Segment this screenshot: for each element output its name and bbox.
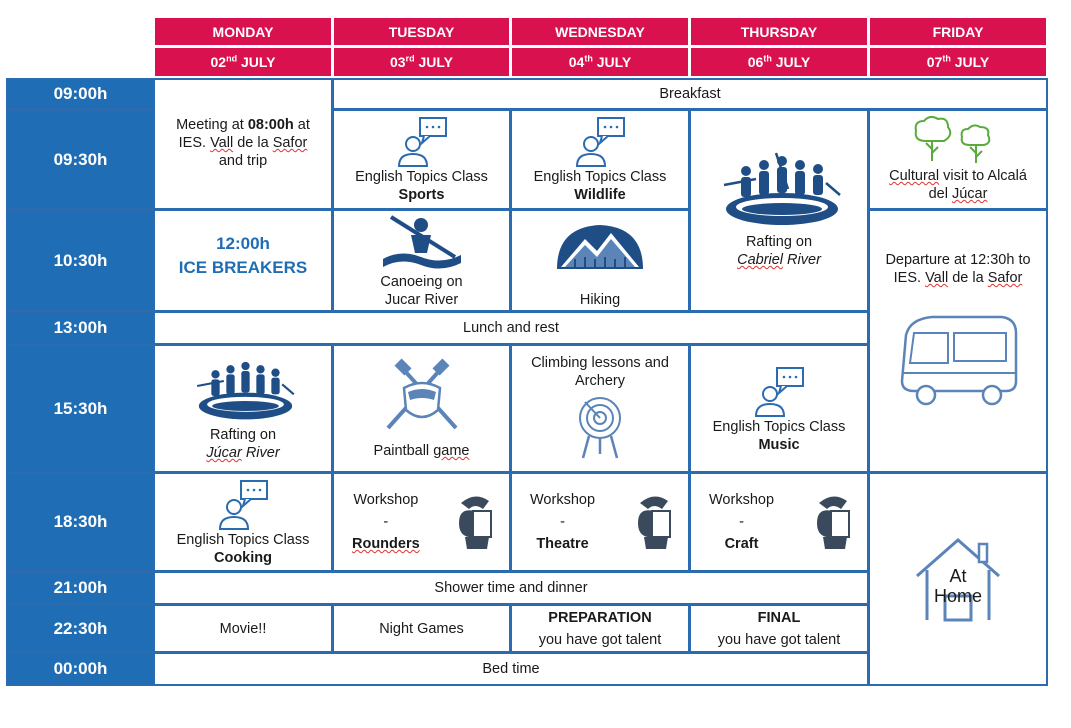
day-header-friday: FRIDAY <box>870 18 1046 45</box>
date-monday: 02nd JULY <box>155 48 331 76</box>
time-1530: 15:30h <box>8 346 153 471</box>
trees-icon <box>908 115 1008 167</box>
thursday-final-cell: FINAL you have got talent <box>691 606 867 651</box>
archery-target-icon <box>577 394 623 460</box>
wednesday-hiking-cell: Hiking <box>512 211 688 310</box>
tuesday-night-games-cell: Night Games <box>334 606 509 651</box>
bed-cell: Bed time <box>155 654 867 684</box>
workshop-tool-icon <box>634 493 674 551</box>
wednesday-preparation-cell: PREPARATION you have got talent <box>512 606 688 651</box>
rafting-icon <box>183 356 303 426</box>
wednesday-workshop-cell: Workshop - Theatre <box>512 474 688 570</box>
time-2230: 22:30h <box>8 606 153 651</box>
time-0900: 09:00h <box>8 80 153 108</box>
monday-rafting-cell: Rafting on Júcar River <box>155 346 331 471</box>
tuesday-workshop-cell: Workshop - Rounders <box>334 474 509 570</box>
thursday-rafting-cell: Rafting on Cabriel River <box>691 111 867 310</box>
time-1030: 10:30h <box>8 211 153 310</box>
wednesday-climbing-cell: Climbing lessons and Archery <box>512 346 688 471</box>
friday-home-cell <box>870 474 1046 684</box>
speaker-chat-icon <box>574 116 626 168</box>
date-tuesday: 03rd JULY <box>334 48 509 76</box>
time-0000: 00:00h <box>8 654 153 684</box>
thursday-music-cell: English Topics Class Music <box>691 346 867 471</box>
tuesday-canoeing-cell: Canoeing on Jucar River <box>334 211 509 310</box>
monday-cooking-cell: English Topics Class Cooking <box>155 474 331 570</box>
speaker-chat-icon <box>217 479 269 531</box>
friday-departure-cell: Departure at 12:30h to IES. Vall de la Safor <box>870 211 1046 471</box>
day-header-thursday: THURSDAY <box>691 18 867 45</box>
date-wednesday: 04th JULY <box>512 48 688 76</box>
day-header-monday: MONDAY <box>155 18 331 45</box>
date-thursday: 06th JULY <box>691 48 867 76</box>
house-icon: At Home <box>913 536 1003 622</box>
tuesday-sports-cell: English Topics Class Sports <box>334 111 509 208</box>
bus-icon <box>892 311 1024 407</box>
canoe-icon <box>381 213 463 273</box>
friday-cultural-cell: Cultural visit to Alcalá del Júcar <box>870 111 1046 208</box>
monday-meeting-cell: Meeting at 08:00h at IES. Vall de la Safor and trip <box>155 80 331 208</box>
speaker-chat-icon <box>396 116 448 168</box>
monday-movie-cell: Movie!! <box>155 606 331 651</box>
day-header-tuesday: TUESDAY <box>334 18 509 45</box>
time-0930: 09:30h <box>8 111 153 208</box>
mountain-icon <box>555 221 645 271</box>
date-friday: 07th JULY <box>870 48 1046 76</box>
time-1300: 13:00h <box>8 313 153 343</box>
breakfast-cell: Breakfast <box>334 80 1046 108</box>
time-1830: 18:30h <box>8 474 153 570</box>
monday-icebreakers-cell: 12:00h ICE BREAKERS <box>155 211 331 310</box>
day-header-wednesday: WEDNESDAY <box>512 18 688 45</box>
workshop-tool-icon <box>455 493 495 551</box>
paintball-icon <box>382 358 462 434</box>
dinner-cell: Shower time and dinner <box>155 573 867 603</box>
workshop-tool-icon <box>813 493 853 551</box>
thursday-workshop-cell: Workshop - Craft <box>691 474 867 570</box>
wednesday-wildlife-cell: English Topics Class Wildlife <box>512 111 688 208</box>
time-2100: 21:00h <box>8 573 153 603</box>
lunch-cell: Lunch and rest <box>155 313 867 343</box>
rafting-icon <box>716 149 842 233</box>
tuesday-paintball-cell: Paintball game <box>334 346 509 471</box>
speaker-chat-icon <box>753 366 805 418</box>
